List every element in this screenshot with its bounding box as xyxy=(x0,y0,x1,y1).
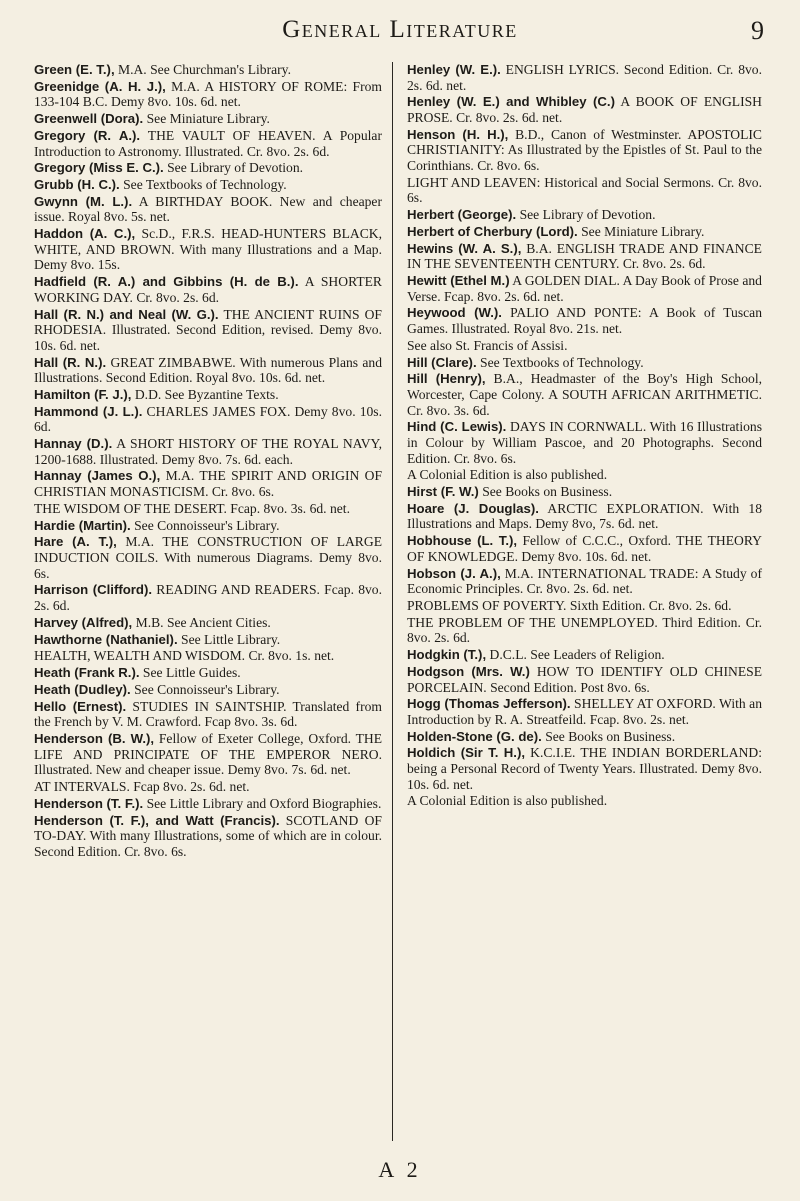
entry-author: Hind (C. Lewis). xyxy=(407,419,507,435)
catalogue-entry xyxy=(34,436,382,467)
entry-description: READING AND READERS. Fcap. 8vo. 2s. 6d. xyxy=(34,582,382,613)
entry-author: Hare (A. T.), xyxy=(34,534,117,550)
entry-author: Gregory (R. A.). xyxy=(34,127,141,143)
catalogue-entry xyxy=(407,175,762,206)
entry-author: Hoare (J. Douglas). xyxy=(407,500,539,516)
catalogue-entry xyxy=(407,338,762,354)
entry-description: M.A. THE SPIRIT AND ORIGIN OF CHRISTIAN MONASTICISM. Cr. 8vo. 6s. xyxy=(34,468,382,500)
entry-description: M.A. See Churchman's Library. xyxy=(114,62,291,77)
catalogue-entry xyxy=(407,615,762,646)
entry-description: See Textbooks of Technology. xyxy=(119,177,287,193)
catalogue-entry xyxy=(407,647,762,663)
entry-author: Gwynn (M. L.). xyxy=(34,193,133,209)
entry-description: M.A. INTERNATIONAL TRADE: A Study of Economic Principles. Cr. 8vo. 2s. 6d. net. xyxy=(407,565,762,597)
entry-description: CHARLES JAMES FOX. Demy 8vo. 10s. 6d. xyxy=(34,403,382,435)
entry-description: A Colonial Edition is also published. xyxy=(407,793,608,809)
entry-description: THE VAULT OF HEAVEN. A Popular Introduction to Astronomy. Illustrated. Cr. 8vo. 2s. 6d. xyxy=(34,127,382,159)
running-head xyxy=(0,16,800,50)
entry-author: Herbert (George). xyxy=(407,207,517,223)
entry-author: Hill (Clare). xyxy=(407,354,477,370)
entry-author: Henderson (T. F.), and Watt (Francis). xyxy=(34,812,280,828)
catalogue-entry xyxy=(407,207,762,223)
entry-author: Hall (R. N.). xyxy=(34,354,107,370)
entry-description: DAYS IN CORNWALL. With 16 Illustrations in Colour by William Pascoe, and 20 Photographs. Second Edition. Cr. 8vo. 6s. xyxy=(407,419,762,466)
entry-description: HEALTH, WEALTH AND WISDOM. Cr. 8vo. 1s. net. xyxy=(34,648,335,664)
catalogue-entry xyxy=(34,699,382,730)
catalogue-entry xyxy=(407,62,762,93)
catalogue-entry xyxy=(34,632,382,648)
catalogue-entry xyxy=(407,664,762,695)
entry-author: Henley (W. E.). xyxy=(407,62,501,77)
entry-author: Hello (Ernest). xyxy=(34,698,127,714)
entry-description: B.A., Headmaster of the Boy's High School, Worcester, Cape Colony. A SOUTH AFRICAN ARITHMETIC. Cr. 8vo. 3s. 6d. xyxy=(407,371,762,418)
entry-author: Hadfield (R. A.) and Gibbins (H. de B.). xyxy=(34,274,299,290)
catalogue-entry xyxy=(34,615,382,631)
catalogue-entry xyxy=(34,387,382,403)
entry-description: See Library of Devotion. xyxy=(516,207,656,223)
catalogue-entry xyxy=(407,94,762,125)
entry-author: Hobhouse (L. T.), xyxy=(407,533,518,549)
entry-author: Hardie (Martin). xyxy=(34,517,131,533)
catalogue-entry xyxy=(34,779,382,795)
entry-description: See Connoisseur's Library. xyxy=(130,681,280,697)
catalogue-entry xyxy=(34,731,382,778)
catalogue-entry xyxy=(407,696,762,727)
catalogue-entry xyxy=(34,813,382,860)
catalogue-entry xyxy=(34,226,382,273)
catalogue-entry xyxy=(34,62,382,78)
catalogue-entry xyxy=(34,111,382,127)
entry-description: PROBLEMS OF POVERTY. Sixth Edition. Cr. 8vo. 2s. 6d. xyxy=(407,597,732,613)
catalogue-entry xyxy=(407,598,762,614)
entry-author: Hewitt (Ethel M.) xyxy=(407,273,510,289)
entry-author: Harvey (Alfred), xyxy=(34,614,133,630)
entry-author: Hawthorne (Nathaniel). xyxy=(34,631,178,647)
entry-description: A BOOK OF ENGLISH PROSE. Cr. 8vo. 2s. 6d. net. xyxy=(407,94,762,125)
entry-description: See Miniature Library. xyxy=(143,111,270,127)
entry-description: See Little Guides. xyxy=(139,665,241,681)
entry-author: Heywood (W.). xyxy=(407,305,502,321)
catalogue-entry xyxy=(34,518,382,534)
running-head-title: General Literature xyxy=(282,16,518,43)
catalogue-entry xyxy=(407,419,762,466)
entry-description: GREAT ZIMBABWE. With numerous Plans and Illustrations. Second Edition. Royal 8vo. 10s. 6d. net. xyxy=(34,354,382,386)
entry-author: Hammond (J. L.). xyxy=(34,403,143,419)
entry-author: Henderson (T. F.). xyxy=(34,795,144,811)
entry-description: B.A. ENGLISH TRADE AND FINANCE IN THE SEVENTEENTH CENTURY. Cr. 8vo. 2s. 6d. xyxy=(407,240,762,272)
signature-mark: A 2 xyxy=(378,1157,422,1182)
entry-description: See Little Library and Oxford Biographies. xyxy=(143,795,382,811)
entry-description: LIGHT AND LEAVEN: Historical and Social Sermons. Cr. 8vo. 6s. xyxy=(407,174,762,206)
entry-description: D.C.L. See Leaders of Religion. xyxy=(486,647,665,663)
entry-description: THE WISDOM OF THE DESERT. Fcap. 8vo. 3s. 6d. net. xyxy=(34,500,350,516)
entry-description: THE ANCIENT RUINS OF RHODESIA. Illustrated. Second Edition, revised. Demy 8vo. 10s. 6d. net. xyxy=(34,306,382,353)
entry-description: SCOTLAND OF TO-DAY. With many Illustrations, some of which are in colour. Second Edition. Cr. 8vo. 6s. xyxy=(34,812,382,859)
catalogue-entry xyxy=(407,501,762,532)
catalogue-entry xyxy=(407,566,762,597)
catalogue-entry xyxy=(34,274,382,305)
right-column xyxy=(393,62,762,1141)
catalogue-entry xyxy=(34,582,382,613)
entry-description: STUDIES IN SAINTSHIP. Translated from the French by V. M. Crawford. Fcap 8vo. 3s. 6d. xyxy=(34,698,382,730)
catalogue-entry xyxy=(407,273,762,304)
entry-description: B.D., Canon of Westminster. APOSTOLIC CHRISTIANITY: As Illustrated by the Epistles of St. Paul to the Corinthians. Cr. 8vo. 6s. xyxy=(407,126,762,173)
entry-author: Haddon (A. C.), xyxy=(34,226,136,242)
entry-author: Gregory (Miss E. C.). xyxy=(34,160,164,176)
catalogue-entry xyxy=(407,224,762,240)
entry-description: M.A. THE CONSTRUCTION OF LARGE INDUCTION COILS. With numerous Diagrams. Demy 8vo. 6s. xyxy=(34,534,382,581)
entry-description: See Connoisseur's Library. xyxy=(130,517,280,533)
entry-author: Hogg (Thomas Jefferson). xyxy=(407,696,571,712)
entry-description: HOW TO IDENTIFY OLD CHINESE PORCELAIN. Second Edition. Post 8vo. 6s. xyxy=(407,663,763,695)
entry-author: Hannay (James O.), xyxy=(34,468,161,484)
catalogue-entry xyxy=(407,793,762,809)
catalogue-entry xyxy=(34,355,382,386)
entry-author: Hall (R. N.) and Neal (W. G.). xyxy=(34,306,219,322)
entry-author: Henderson (B. W.), xyxy=(34,731,155,747)
catalogue-entry xyxy=(407,484,762,500)
entry-description: See Library of Devotion. xyxy=(163,160,304,176)
entry-description: PALIO AND PONTE: A Book of Tuscan Games. Illustrated. Royal 8vo. 21s. net. xyxy=(407,305,762,336)
entry-description: See Books on Business. xyxy=(478,484,613,500)
catalogue-entry xyxy=(34,404,382,435)
entry-description: See Miniature Library. xyxy=(577,223,705,239)
catalogue-entry xyxy=(34,128,382,159)
entry-description: AT INTERVALS. Fcap 8vo. 2s. 6d. net. xyxy=(34,779,250,794)
entry-author: Herbert of Cherbury (Lord). xyxy=(407,223,578,239)
entry-author: Hannay (D.). xyxy=(34,436,113,452)
entry-author: Harrison (Clifford). xyxy=(34,582,153,598)
entry-author: Hodgson (Mrs. W.) xyxy=(407,663,530,679)
catalogue-entry xyxy=(407,533,762,564)
entry-description: Sc.D., F.R.S. HEAD-HUNTERS BLACK, WHITE, AND BROWN. With many Illustrations and a Map. Demy 8vo. 15s. xyxy=(34,226,383,273)
left-column xyxy=(34,62,393,1141)
page-number: 9 xyxy=(751,16,764,45)
catalogue-entry xyxy=(34,194,382,225)
catalogue-entry xyxy=(407,467,762,483)
entry-description: A Colonial Edition is also published. xyxy=(407,467,608,483)
entry-description: See also St. Francis of Assisi. xyxy=(407,337,568,353)
catalogue-entry xyxy=(407,371,762,418)
entry-author: Holden-Stone (G. de). xyxy=(407,728,542,744)
catalogue-entry xyxy=(34,79,382,110)
entry-author: Heath (Dudley). xyxy=(34,681,131,697)
entry-author: Henson (H. H.), xyxy=(407,126,509,142)
entry-author: Greenwell (Dora). xyxy=(34,111,144,127)
entry-description: A BIRTHDAY BOOK. New and cheaper issue. Royal 8vo. 5s. net. xyxy=(34,193,382,225)
entry-description: ENGLISH LYRICS. Second Edition. Cr. 8vo. 2s. 6d. net. xyxy=(407,62,762,93)
entry-description: A SHORT HISTORY OF THE ROYAL NAVY, 1200-1688. Illustrated. Demy 8vo. 7s. 6d. each. xyxy=(34,436,383,467)
catalogue-columns xyxy=(34,62,766,1141)
entry-author: Henley (W. E.) and Whibley (C.) xyxy=(407,94,615,110)
entry-author: Green (E. T.), xyxy=(34,62,115,77)
catalogue-entry xyxy=(34,796,382,812)
catalogue-entry xyxy=(407,305,762,336)
entry-description: See Little Library. xyxy=(177,631,281,647)
entry-description: ARCTIC EXPLORATION. With 18 Illustrations and Maps. Demy 8vo, 7s. 6d. net. xyxy=(407,500,762,532)
entry-description: A SHORTER WORKING DAY. Cr. 8vo. 2s. 6d. xyxy=(34,274,382,305)
catalogue-entry xyxy=(34,177,382,193)
entry-description: Fellow of Exeter College, Oxford. THE LIFE AND PRINCIPATE OF THE EMPEROR NERO. Illustrated. New and cheaper issue. Demy 8vo. 7s. 6d. net. xyxy=(34,731,382,778)
entry-description: K.C.I.E. THE INDIAN BORDERLAND: being a Personal Record of Twenty Years. Illustrated. Demy 8vo. 10s. 6d. net. xyxy=(407,745,762,792)
entry-author: Grubb (H. C.). xyxy=(34,177,120,193)
entry-author: Heath (Frank R.). xyxy=(34,665,140,681)
entry-author: Hodgkin (T.), xyxy=(407,647,487,663)
entry-description: SHELLEY AT OXFORD. With an Introduction by R. A. Streatfeild. Fcap. 8vo. 2s. net. xyxy=(407,696,763,727)
entry-description: See Books on Business. xyxy=(541,728,676,744)
catalogue-entry xyxy=(34,307,382,354)
catalogue-entry xyxy=(34,682,382,698)
entry-author: Hobson (J. A.), xyxy=(407,565,501,581)
entry-description: M.B. See Ancient Cities. xyxy=(132,614,271,630)
entry-description: A GOLDEN DIAL. A Day Book of Prose and Verse. Fcap. 8vo. 2s. 6d. net. xyxy=(407,273,762,304)
catalogue-entry xyxy=(407,729,762,745)
entry-description: See Textbooks of Technology. xyxy=(476,354,644,370)
entry-author: Greenidge (A. H. J.), xyxy=(34,78,166,94)
catalogue-entry xyxy=(34,534,382,581)
catalogue-entry xyxy=(407,241,762,272)
entry-author: Hamilton (F. J.), xyxy=(34,386,132,402)
entry-description: Fellow of C.C.C., Oxford. THE THEORY OF KNOWLEDGE. Demy 8vo. 10s. 6d. net. xyxy=(407,533,762,564)
entry-author: Hewins (W. A. S.), xyxy=(407,240,522,256)
catalogue-entry xyxy=(34,665,382,681)
entry-description: THE PROBLEM OF THE UNEMPLOYED. Third Edition. Cr. 8vo. 2s. 6d. xyxy=(407,614,762,646)
catalogue-entry xyxy=(34,648,382,664)
entry-author: Hirst (F. W.) xyxy=(407,484,479,500)
catalogue-entry xyxy=(407,127,762,174)
catalogue-entry xyxy=(34,468,382,499)
catalogue-entry xyxy=(407,355,762,371)
entry-author: Holdich (Sir T. H.), xyxy=(407,745,526,761)
entry-description: M.A. A HISTORY OF ROME: From 133-104 B.C. Demy 8vo. 10s. 6d. net. xyxy=(34,78,382,110)
catalogue-entry xyxy=(407,745,762,792)
entry-description: D.D. See Byzantine Texts. xyxy=(131,386,279,402)
entry-author: Hill (Henry), xyxy=(407,371,486,387)
catalogue-entry xyxy=(34,501,382,517)
catalogue-entry xyxy=(34,160,382,176)
